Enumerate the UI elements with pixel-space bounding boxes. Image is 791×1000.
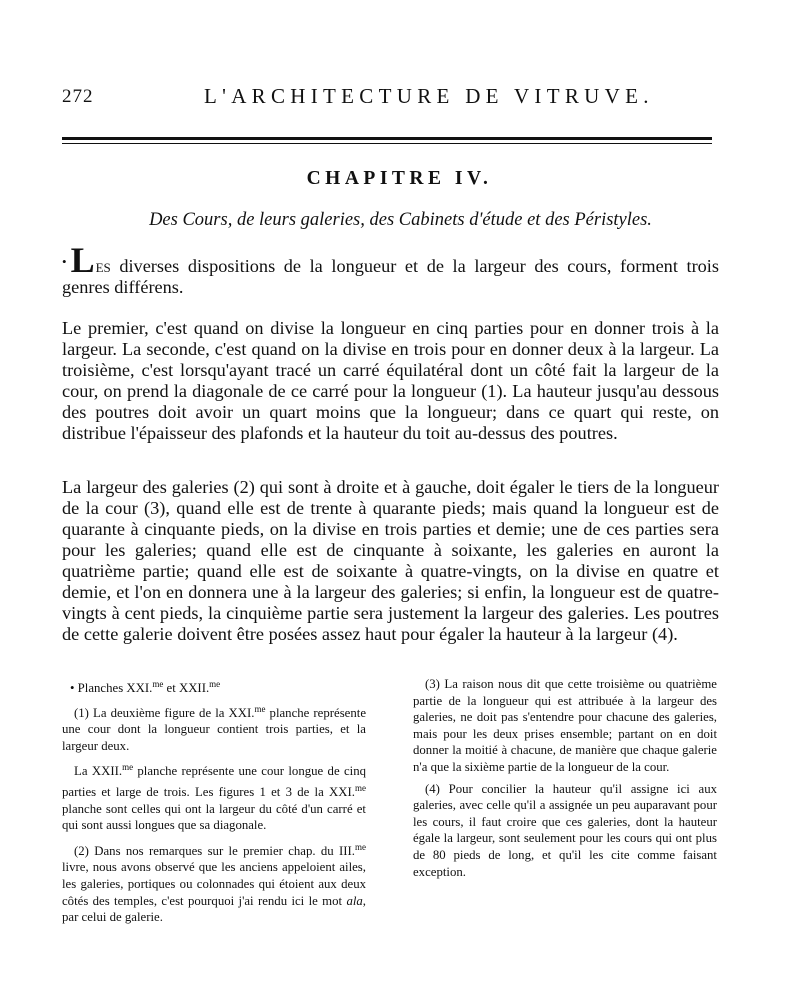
small-caps-opening: es <box>95 256 111 276</box>
drop-capital: L <box>70 240 96 280</box>
footnote-1-continued <box>62 759 366 833</box>
footnote-4: (4) Pour concilier la hauteur qu'il assigne ici aux galeries, avec celle qu'il a assignée un peu auparavant pour les cours, il faut croire que ces galeries, dont la hauteur égale la largeur, sont seulement pour les cours qui ont plus de 80 pieds de long, et qu'il les cite comme faisant exception. <box>413 781 717 879</box>
footnote-text: planche sont celles qui ont la largeur du côté d'un carré et qui sont aussi longues que sa diagonale. <box>62 801 366 833</box>
page-number: 272 <box>62 86 94 107</box>
footnote-text: • Planches XXI. <box>70 681 153 695</box>
superscript: me <box>254 703 266 714</box>
italic-term: ala <box>346 893 363 908</box>
footnote-2 <box>62 839 366 926</box>
footnote-text: (2) Dans nos remarques sur le premier chap. du III. <box>74 843 355 858</box>
header-rule-thick <box>62 137 712 140</box>
paragraph-2-text: Le premier, c'est quand on divise la longueur en cinq parties pour en donner trois à la largeur. La seconde, c'est quand on la divise en trois pour en donner deux à la largeur. La troisième, c'est lorsqu'ayant tracé un carré équilatéral dont un côté fait la largeur de la cour, on prend la diagonale de ce carré pour la longueur (1). La hauteur jusqu'au dessous des poutres doit avoir un quart moins que la longueur; dans ce quart qui reste, on distribue l'épaisseur des plafonds et la hauteur du toit au-dessus des poutres. <box>62 318 719 443</box>
paragraph-3 <box>62 477 719 645</box>
footnotes-right-column <box>413 676 717 885</box>
superscript: me <box>152 679 164 689</box>
footnote-text: planche représente une cour dont la longueur contient trois parties, et la largeur deux. <box>62 705 366 753</box>
footnotes-left-column <box>62 676 366 931</box>
header-rule-thin <box>62 143 712 144</box>
running-title: L'ARCHITECTURE DE VITRUVE. <box>204 84 654 108</box>
superscript: me <box>122 762 134 773</box>
paragraph-1 <box>62 240 719 298</box>
superscript: me <box>355 841 366 852</box>
note-reference-mark: • <box>62 254 67 269</box>
footnote-plates <box>62 676 366 697</box>
footnote-text: (1) La deuxième figure de la XXI. <box>74 705 255 720</box>
paragraph-2 <box>62 318 719 444</box>
footnote-text: et XXII. <box>163 681 210 695</box>
paragraph-3-text: La largeur des galeries (2) qui sont à droite et à gauche, doit égaler le tiers de la longueur de la cour (3), quand elle est de trente à quarante pieds; mais quand la longueur est de quarante à cinquante pieds, on la divise en trois parties et demie; une de ces parties sera pour les galeries; quand elle est de cinquante à soixante, les galeries en auront la quatrième partie; quand elle est de soixante à quatre-vingts, on la divise en quatre et demie, et l'on en donnera une à la largeur des galeries; si enfin, la longueur est de quatre-vingts à cent pieds, la cinquième partie sera justement la largeur des galeries. Les poutres de cette galerie doivent être posées assez haut pour égaler la hauteur à la largeur (4). <box>62 477 719 644</box>
running-header <box>62 84 712 110</box>
footnote-text: planche représente une cour longue de cinq parties et large de trois. Les figures 1 et 3 de la XXI. <box>62 764 367 799</box>
footnote-text: La XXII. <box>74 764 123 779</box>
footnote-3: (3) La raison nous dit que cette troisième ou quatrième partie de la longueur qui est attribuée à la largeur des galeries, ne doit pas s'entendre pour chacune des galeries, mais pour les deux prises ensemble; partant on en doit donner la moitié à chacune, de manière que chaque galerie n'a que la sixième partie de la longueur de la cour. <box>413 677 717 774</box>
chapter-title: CHAPITRE IV. <box>306 168 493 189</box>
footnote-text: , par celui de galerie. <box>62 893 366 925</box>
superscript: me <box>355 782 366 793</box>
chapter-subtitle: Des Cours, de leurs galeries, des Cabinets d'étude et des Péristyles. <box>149 210 652 230</box>
paragraph-1-text: diverses dispositions de la longueur et de la largeur des cours, forment trois genres différens. <box>62 256 719 297</box>
footnote-text: livre, nous avons observé que les anciens appeloient ailes, les galeries, portiques ou colonnades qui étoient aux deux côtés des temples, c'est pourquoi j'ai rendu ici le mot <box>62 860 366 908</box>
footnote-1 <box>62 701 366 755</box>
superscript: me <box>209 679 221 689</box>
